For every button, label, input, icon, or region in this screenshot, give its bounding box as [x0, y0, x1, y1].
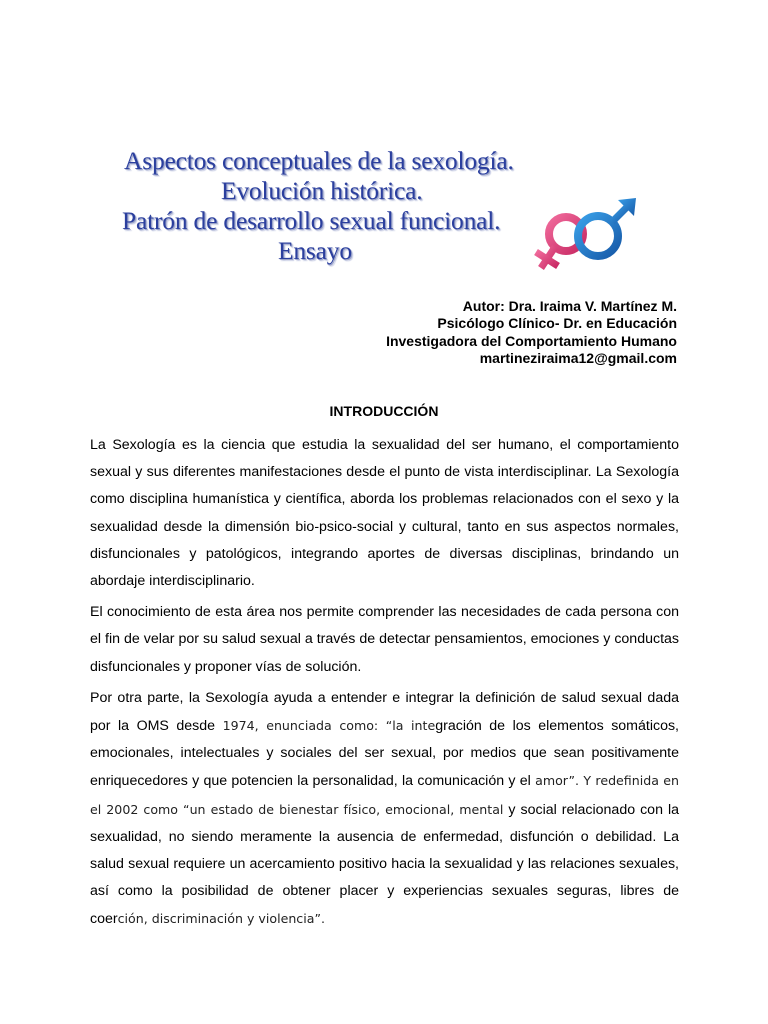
author-email: martineziraima12@gmail.com	[479, 350, 677, 367]
paragraph-2: El conocimiento de esta área nos permite comprender las necesidades de cada persona con el fin de velar por su salud sexual a través de detectar pensamientos, emociones y conductas disfuncionales y proponer vías de solución.	[90, 604, 679, 675]
author-block	[386, 298, 677, 368]
document-title	[118, 146, 538, 266]
title-line-1: Aspectos conceptuales de la sexología.	[124, 146, 514, 175]
paragraph-3-part-a: Por otra parte, la Sexología ayuda a entender e integrar la definición de salud sexual dada por la OMS desde	[90, 689, 679, 735]
author-role: Investigadora del Comportamiento Humano	[386, 332, 677, 349]
paragraph-3-part-e: y social relacionado con la sexualidad, no siendo meramente la ausencia de enfermedad, disfunción o debilidad. La salud sexual requiere un acercamiento positivo hacia la sexualidad y las relaciones sexuales, así como la posibilidad de obtener placer y experiencias sexuales seguras, libres de coer	[90, 801, 679, 928]
document-body	[90, 432, 679, 938]
title-line-2: Evolución histórica.	[221, 176, 423, 205]
author-profession: Psicólogo Clínico- Dr. en Educación	[437, 315, 677, 332]
gender-symbols-icon	[528, 196, 646, 280]
author-name: Autor: Dra. Iraima V. Martínez M.	[462, 298, 677, 314]
paragraph-3	[90, 685, 679, 934]
paragraph-3-part-d: amor”. Y redefinida en el 2002 como “un estado de bienestar físico, emocional, mental	[90, 773, 680, 817]
title-line-4: Ensayo	[278, 236, 352, 265]
paragraph-1: La Sexología es la ciencia que estudia la sexualidad del ser humano, el comportamiento sexual y sus diferentes manifestaciones desde el punto de vista interdisciplinar. La Sexología como disciplina humanística y científica, aborda los problemas relacionados con el sexo y la sexualidad desde la dimensión bio-psico-social y cultural, tanto en sus aspectos normales, disfuncionales y patológicos, integrando aportes de diversas disciplinas, brindando un abordaje interdisciplinario.	[90, 437, 679, 590]
paragraph-3-part-b: 1974, enunciada como: “la inte	[222, 718, 436, 734]
title-line-3: Patrón de desarrollo sexual funcional.	[122, 206, 501, 235]
paragraph-3-part-f: ción, discriminación y violencia”.	[117, 911, 325, 927]
section-heading: INTRODUCCIÓN	[329, 403, 439, 419]
paragraph-3-part-c: gración de los elementos somáticos, emocionales, intelectuales y sociales del ser sexual, por medios que sean positivamente enriquecedores y que potencien la personalidad, la comunicación y el	[90, 718, 679, 790]
